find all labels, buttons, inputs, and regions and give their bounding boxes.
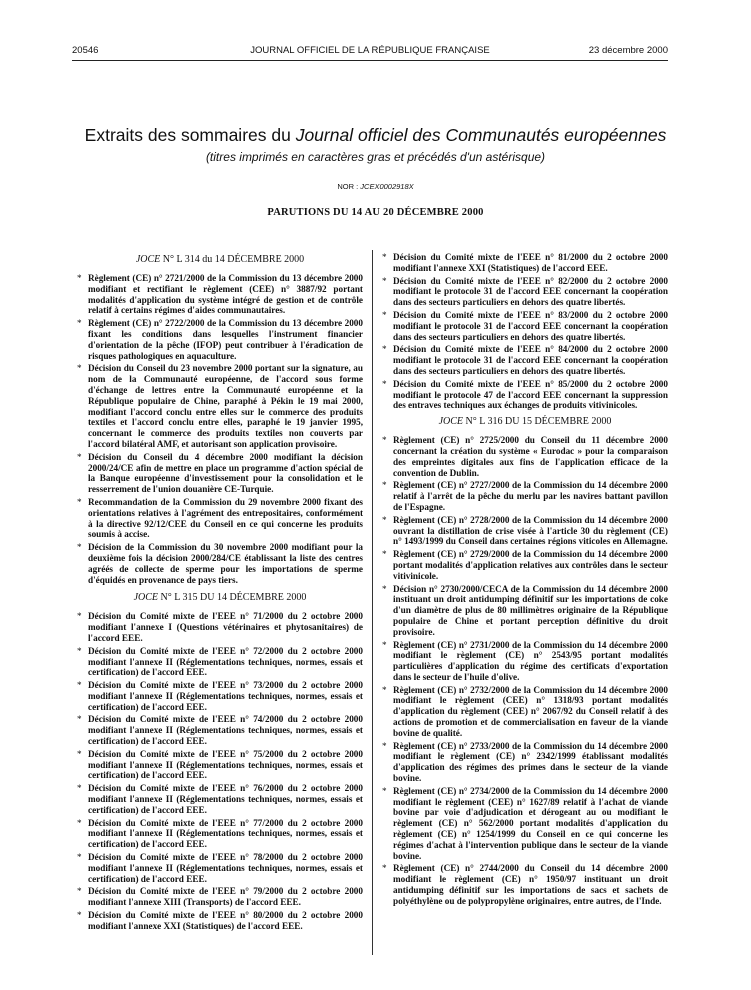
entry-text: Règlement (CE) n° 2731/2000 de la Commission du 14 décembre 2000 modifiant le règlement (CE) n° 2543/95 portant modalités particulières d'application du régime des certificats d'exportation dans le secteur de l'huile d'olive. [393,639,668,682]
asterisk-marker: * [77,496,82,507]
summary-entry [77,452,363,495]
entry-text: Décision du Comité mixte de l'EEE n° 71/2000 du 2 octobre 2000 modifiant l'annexe I (Questions vétérinaires et phytosanitaires) de l'accord EEE. [88,611,363,643]
asterisk-marker: * [77,817,82,828]
section-heading [77,253,363,266]
asterisk-marker: * [382,514,387,525]
entry-text: Règlement (CE) n° 2722/2000 de la Commission du 13 décembre 2000 fixant les conditions dans lesquelles l'instrument financier d'orientation de la pêche (IFOP) peut contribuer à l'éradication de risques pathologiques en aquaculture. [88,318,363,361]
entry-text: Décision du Comité mixte de l'EEE n° 76/2000 du 2 octobre 2000 modifiant l'annexe II (Réglementations techniques, normes, essais et certification) de l'accord EEE. [88,783,363,815]
entry-text: Décision du Comité mixte de l'EEE n° 75/2000 du 2 octobre 2000 modifiant l'annexe II (Réglementations techniques, normes, essais et certification) de l'accord EEE. [88,748,363,781]
summary-entry [382,480,668,512]
entry-text: Règlement (CE) n° 2725/2000 du Conseil du 11 décembre 2000 concernant la création du système « Eurodac » pour la comparaison des empreintes digitales aux fins de l'application efficace de la convention de Dublin. [393,435,668,478]
section-heading-journal: JOCE [438,416,464,428]
summary-entry [382,276,668,308]
title-part-2: Journal officiel des Communautés européennes [295,125,667,145]
summary-entry [382,515,668,547]
asterisk-marker: * [77,273,82,283]
nor-value: JCEX0002918X [360,182,414,191]
entry-text: Règlement (CE) n° 2732/2000 de la Commission du 14 décembre 2000 modifiant le règlement (CEE) n° 1318/93 portant modalités d'application du règlement (CEE) n° 2067/92 du Conseil relatif à des actions de promotion et de commercialisation en faveur de la viande bovine de qualité. [393,684,668,738]
entry-text: Règlement (CE) n° 2727/2000 de la Commission du 14 décembre 2000 relatif à l'arrêt de la pêche du merlu par les navires battant pavillon de l'Espagne. [393,480,668,512]
summary-entry [382,344,668,376]
entry-text: Décision n° 2730/2000/CECA de la Commission du 14 décembre 2000 instituant un droit antidumping définitif sur les importations de coke d'un diamètre de plus de 80 millimètres originaire de la République populaire de Chine et portant perception définitive du droit provisoire. [393,583,668,637]
entry-text: Décision du Comité mixte de l'EEE n° 85/2000 du 2 octobre 2000 modifiant le protocole 47 de l'accord EEE concernant la suppression des entraves techniques aux échanges de produits vitivinicoles. [393,378,668,411]
summary-entry [77,363,363,449]
section-heading [382,415,668,428]
asterisk-marker: * [382,309,387,320]
summary-entry [382,584,668,638]
right-column [382,252,668,909]
summary-entry [382,549,668,581]
entry-text: Décision du Comité mixte de l'EEE n° 84/2000 du 2 octobre 2000 modifiant le protocole 31 de l'accord EEE concernant la coopération dans des secteurs particuliers en dehors des quatre libertés. [393,344,668,376]
asterisk-marker: * [382,863,387,874]
journal-title: JOURNAL OFFICIEL DE LA RÉPUBLIQUE FRANÇAISE [250,45,490,56]
summary-entry [77,273,363,316]
entry-text: Décision du Comité mixte de l'EEE n° 81/2000 du 2 octobre 2000 modifiant l'annexe XXI (Statistiques) de l'accord EEE. [393,252,668,273]
summary-entry [382,379,668,411]
summary-entry [382,863,668,906]
asterisk-marker: * [77,611,82,622]
nor-label: NOR : [337,182,359,191]
asterisk-marker: * [382,480,387,491]
asterisk-marker: * [382,639,387,650]
nor-reference [0,182,751,191]
asterisk-marker: * [382,275,387,286]
section-heading-issue: N° L 314 du 14 DÉCEMBRE 2000 [160,254,305,265]
summary-entry [77,852,363,884]
section-l315 [77,591,363,931]
entry-text: Règlement (CE) n° 2734/2000 de la Commission du 14 décembre 2000 modifiant le règlement (CEE) n° 1627/89 relatif à l'achat de viande bovine par voie d'adjudication et dérogeant au ou modifiant le règlement (CE) n° 562/2000 portant modalités d'application du règlement (CE) n° 1254/1999 du Conseil en ce qui concerne les régimes d'achat à l'intervention publique dans le secteur de la viande bovine. [393,785,668,861]
section-heading [77,591,363,604]
entry-text: Décision du Comité mixte de l'EEE n° 82/2000 du 2 octobre 2000 modifiant le protocole 31 de l'accord EEE concernant la coopération dans des secteurs particuliers en dehors des quatre libertés. [393,275,668,308]
asterisk-marker: * [77,363,82,374]
entry-text: Décision du Comité mixte de l'EEE n° 80/2000 du 2 octobre 2000 modifiant l'annexe XXI (Statistiques) de l'accord EEE. [88,910,363,931]
summary-entry [382,310,668,342]
asterisk-marker: * [77,542,82,553]
page-title [0,125,751,146]
entry-text: Décision du Conseil du 23 novembre 2000 portant sur la signature, au nom de la Communauté européenne, de l'accord sous forme d'échange de lettres entre la Communauté européenne et la République populaire de Chine, paraphé à Pékin le 19 mai 2000, modifiant l'accord conclu entre elles sur le commerce des produits textiles et l'accord conclu entre elles, paraphé le 19 janvier 1995, concernant le commerce des produits textiles non couverts par l'accord bilatéral AMF, et autorisant son application provisoire. [88,363,363,449]
section-l316 [382,415,668,906]
asterisk-marker: * [382,684,387,695]
asterisk-marker: * [77,910,82,921]
asterisk-marker: * [382,378,387,389]
summary-entry [382,685,668,739]
asterisk-marker: * [382,740,387,751]
title-part-1: Extraits des sommaires du [84,125,296,145]
page-subtitle: (titres imprimés en caractères gras et précédés d'un astérisque) [205,150,546,164]
summary-entry [77,680,363,712]
entry-text: Décision du Conseil du 4 décembre 2000 modifiant la décision 2000/24/CE afin de mettre en place un programme d'action spécial de la Banque européenne d'investissement pour la consolidation et le resserrement de l'union douanière CE-Turquie. [88,451,363,495]
entry-text: Décision du Comité mixte de l'EEE n° 83/2000 du 2 octobre 2000 modifiant le protocole 31 de l'accord EEE concernant la coopération dans des secteurs particuliers en dehors des quatre libertés. [393,309,668,342]
entry-text: Décision du Comité mixte de l'EEE n° 77/2000 du 2 octobre 2000 modifiant l'annexe II (Réglementations techniques, normes, essais et certification) de l'accord EEE. [88,817,363,850]
asterisk-marker: * [382,435,387,446]
left-column [77,253,363,934]
asterisk-marker: * [77,714,82,725]
summary-entry [382,786,668,862]
entry-text: Règlement (CE) n° 2721/2000 de la Commission du 13 décembre 2000 modifiant et rectifiant le règlement (CEE) n° 3887/92 portant modalités d'application du système intégré de gestion et de contrôle relatif à certains régimes d'aides communautaires. [88,273,363,316]
entry-text: Décision du Comité mixte de l'EEE n° 79/2000 du 2 octobre 2000 modifiant l'annexe XIII (Transports) de l'accord EEE. [88,886,363,908]
summary-entry [382,741,668,784]
summary-entry [77,886,363,908]
asterisk-marker: * [77,645,82,656]
summary-entry [77,818,363,850]
issue-date: 23 décembre 2000 [588,45,668,56]
entry-text: Recommandation de la Commission du 29 novembre 2000 fixant des orientations relatives à l'agrément des entrepositaires, conformément à la directive 92/12/CEE du Conseil en ce qui concerne les produits soumis à accise. [88,496,363,540]
summary-entry [382,640,668,683]
summary-entry [77,714,363,746]
asterisk-marker: * [77,318,82,329]
summary-entry [77,497,363,540]
asterisk-marker: * [77,680,82,691]
asterisk-marker: * [382,344,387,355]
asterisk-marker: * [382,785,387,796]
section-l315-continued [382,252,668,411]
entry-text: Décision du Comité mixte de l'EEE n° 72/2000 du 2 octobre 2000 modifiant l'annexe II (Réglementations techniques, normes, essais et certification) de l'accord EEE. [88,645,363,678]
asterisk-marker: * [77,886,82,897]
asterisk-marker: * [382,252,387,262]
page-number: 20546 [72,45,99,56]
entry-text: Règlement (CE) n° 2744/2000 du Conseil du 14 décembre 2000 modifiant le règlement (CE) n° 1950/97 instituant un droit antidumping définitif sur les importations de sacs et sachets de polyéthylène ou de polypropylène originaires, entre autres, de l'Inde. [393,863,668,906]
section-l314 [77,253,363,585]
entry-text: Règlement (CE) n° 2729/2000 de la Commission du 14 décembre 2000 portant modalités d'application relatives aux contrôles dans le secteur vitivinicole. [393,549,668,581]
section-heading-journal: JOCE [135,254,161,265]
section-heading-issue: N° L 316 DU 15 DÉCEMBRE 2000 [463,416,612,428]
section-heading-issue: N° L 315 DU 14 DÉCEMBRE 2000 [158,592,307,604]
asterisk-marker: * [382,583,387,594]
entry-text: Règlement (CE) n° 2733/2000 de la Commission du 14 décembre 2000 modifiant le règlement (CE) n° 2342/1999 établissant modalités d'application des régimes des primes dans le secteur de la viande bovine. [393,740,668,784]
entry-text: Décision du Comité mixte de l'EEE n° 74/2000 du 2 octobre 2000 modifiant l'annexe II (Réglementations techniques, normes, essais et certification) de l'accord EEE. [88,714,363,747]
entry-text: Décision du Comité mixte de l'EEE n° 73/2000 du 2 octobre 2000 modifiant l'annexe II (Réglementations techniques, normes, essais et certification) de l'accord EEE. [88,680,363,712]
summary-entry [77,783,363,815]
summary-entry [77,910,363,932]
summary-entry [77,318,363,361]
section-heading-journal: JOCE [133,592,159,604]
entry-text: Décision du Comité mixte de l'EEE n° 78/2000 du 2 octobre 2000 modifiant l'annexe II (Réglementations techniques, normes, essais et certification) de l'accord EEE. [88,852,363,884]
asterisk-marker: * [382,549,387,560]
asterisk-marker: * [77,748,82,759]
running-header [72,44,668,61]
summary-entry [77,646,363,678]
entry-text: Décision de la Commission du 30 novembre 2000 modifiant pour la deuxième fois la décision 2000/284/CE établissant la liste des centres agréés de collecte de sperme pour les importations de sperme d'équidés en provenance de pays tiers. [88,542,363,585]
parutions-heading: PARUTIONS DU 14 AU 20 DÉCEMBRE 2000 [267,207,484,218]
column-divider [372,250,373,955]
summary-entry [382,252,668,274]
asterisk-marker: * [77,451,82,462]
entry-text: Règlement (CE) n° 2728/2000 de la Commission du 14 décembre 2000 ouvrant la distillation de crise visée à l'article 30 du règlement (CE) n° 1493/1999 du Conseil dans certaines régions viticoles en Allemagne. [393,514,668,547]
summary-entry [382,435,668,478]
summary-entry [77,542,363,585]
summary-entry [77,749,363,781]
asterisk-marker: * [77,852,82,863]
asterisk-marker: * [77,783,82,794]
summary-entry [77,611,363,643]
